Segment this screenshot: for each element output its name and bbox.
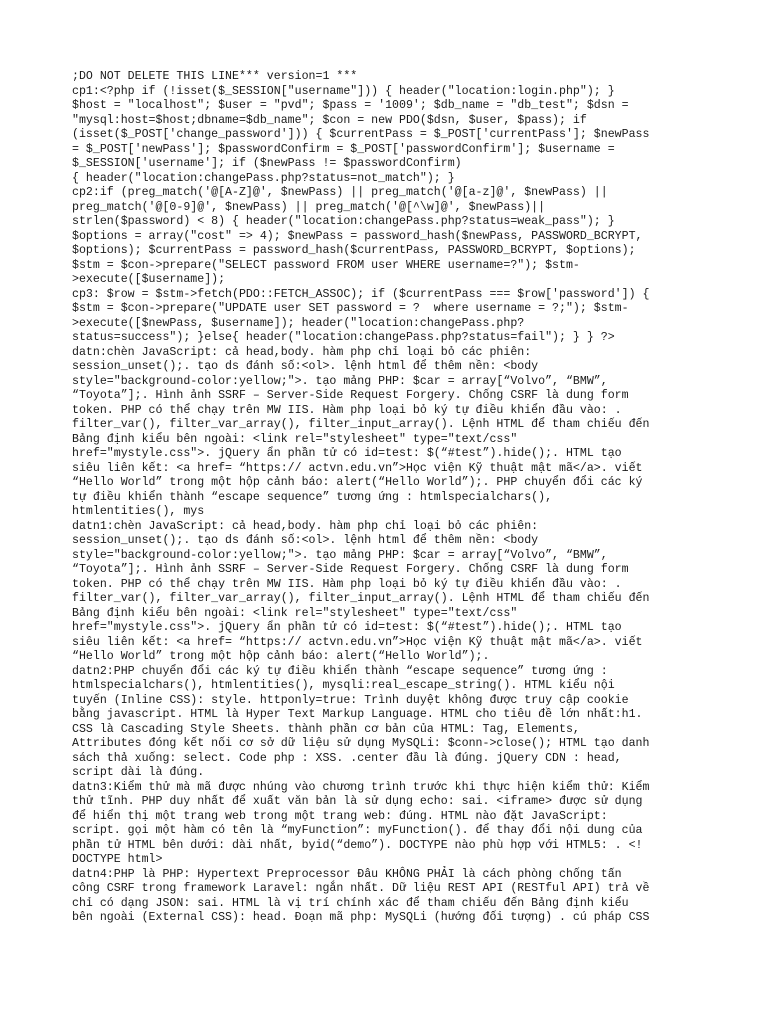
text-line: siêu liên kết: <a href= “https:// actvn.edu.vn”>Học viện Kỹ thuật mật mã</a>. viết (72, 635, 643, 649)
text-line: để hiển thị một trang web trong một trang web: đúng. HTML nào đặt JavaScript: (72, 809, 608, 823)
text-line: Bảng định kiểu bên ngoài: <link rel="stylesheet" type="text/css" (72, 432, 518, 446)
text-line: preg_match('@[0-9]@', $newPass) || preg_match('@[^\w]@', $newPass)|| (72, 200, 546, 214)
text-line: công CSRF trong framework Laravel: ngắn nhất. Dữ liệu REST API (RESTful API) trả về (72, 882, 650, 895)
text-line: style="background-color:yellow;">. tạo mảng PHP: $car = array[“Volvo”, “BMW”, (72, 548, 608, 562)
text-line: cp2:if (preg_match('@[A-Z]@', $newPass) || preg_match('@[a-z]@', $newPass) || (72, 186, 608, 199)
text-line: thử tĩnh. PHP duy nhất để xuất văn bản là sử dụng echo: sai. <iframe> được sử dụng (72, 795, 643, 808)
text-line: >execute([$newPass, $username]); header("location:changePass.php? (72, 316, 525, 330)
text-line: href="mystyle.css">. jQuery ẩn phần tử có id=test: $(“#test”).hide();. HTML tạo (72, 447, 622, 460)
text-line: “Hello World” trong một hộp cảnh báo: alert(“Hello World”);. (72, 650, 490, 663)
text-line: Attributes đóng kết nối cơ sở dữ liệu sử dụng MySQLi: $conn->close(); HTML tạo danh (72, 737, 650, 750)
text-line: ;DO NOT DELETE THIS LINE*** version=1 *** (72, 70, 358, 83)
text-line: cp1:<?php if (!isset($_SESSION["username"])) { header("location:login.php"); } (72, 84, 615, 98)
text-line: session_unset();. tạo ds đánh số:<ol>. lệnh html để thêm nền: <body (72, 360, 539, 373)
text-line: filter_var(), filter_var_array(), filter_input_array(). Lệnh HTML để tham chiếu đến (72, 418, 650, 431)
text-line: “Toyota”];. Hình ảnh SSRF – Server-Side Request Forgery. Chống CSRF là dung form (72, 563, 629, 576)
text-line: DOCTYPE html> (72, 853, 163, 866)
text-line: { header("location:changePass.php?status=not_match"); } (72, 171, 455, 185)
text-line: status=success"); }else{ header("location:changePass.php?status=fail"); } } ?> (72, 331, 615, 344)
text-line: $stm = $con->prepare("UPDATE user SET password = ? where username = ?;"); $stm- (72, 302, 629, 315)
text-line: sách thả xuống: select. Code php : XSS. .center đầu là đúng. jQuery CDN : head, (72, 751, 622, 765)
text-line: bên ngoài (External CSS): head. Đoạn mã php: MySQLi (hướng đối tượng) . cú pháp CSS (72, 911, 650, 924)
text-line: datn3:Kiểm thử mà mã được nhúng vào chương trình trước khi thực hiện kiểm thử: Kiểm (72, 780, 650, 794)
text-line: bằng javascript. HTML là Hyper Text Markup Language. HTML cho tiêu đề lớn nhất:h1. (72, 708, 643, 721)
text-line: CSS là Cascading Style Sheets. thành phần cơ bản của HTML: Tag, Elements, (72, 722, 580, 736)
text-line: tuyến (Inline CSS): style. httponly=true: Trình duyệt không được truy cập cookie (72, 693, 629, 707)
text-line: cp3: $row = $stm->fetch(PDO::FETCH_ASSOC); if ($currentPass === $row['password']) { (72, 287, 650, 301)
text-line: $stm = $con->prepare("SELECT password FROM user WHERE username=?"); $stm- (72, 258, 580, 272)
text-line: chỉ có dạng JSON: sai. HTML là vị trí chính xác để tham chiếu đến Bảng định kiểu (72, 896, 629, 910)
text-line: phần tử HTML bên dưới: dài nhất, byid(“demo”). DOCTYPE nào phù hợp với HTML5: . <! (72, 838, 643, 852)
text-line: filter_var(), filter_var_array(), filter_input_array(). Lệnh HTML để tham chiếu đến (72, 592, 650, 605)
text-line: datn1:chèn JavaScript: cả head,body. hàm php chỉ loại bỏ các phiên: (72, 519, 539, 533)
text-line: "mysql:host=$host;dbname=$db_name"; $con = new PDO($dsn, $user, $pass); if (72, 113, 587, 127)
text-line: datn:chèn JavaScript: cả head,body. hàm php chỉ loại bỏ các phiên: (72, 345, 532, 359)
text-line: tự điều khiển thành “escape sequence” tương ứng : htmlspecialchars(), (72, 490, 553, 504)
text-line: siêu liên kết: <a href= “https:// actvn.edu.vn”>Học viện Kỹ thuật mật mã</a>. viết (72, 461, 643, 475)
text-line: “Hello World” trong một hộp cảnh báo: alert(“Hello World”);. PHP chuyển đổi các ký (72, 476, 643, 489)
text-line: script. gọi một hàm có tên là “myFunction”: myFunction(). để thay đổi nội dung của (72, 824, 643, 837)
text-line: $options = array("cost" => 4); $newPass = password_hash($newPass, PASSWORD_BCRYPT, (72, 229, 643, 243)
text-line: “Toyota”];. Hình ảnh SSRF – Server-Side Request Forgery. Chống CSRF là dung form (72, 389, 629, 402)
text-line: script dài là đúng. (72, 766, 205, 779)
text-line: datn2:PHP chuyển đổi các ký tự điều khiển thành “escape sequence” tương ứng : (72, 664, 608, 678)
text-line: $options); $currentPass = password_hash($currentPass, PASSWORD_BCRYPT, $options); (72, 244, 636, 257)
text-line: $host = "localhost"; $user = "pvd"; $pass = '1009'; $db_name = "db_test"; $dsn = (72, 99, 629, 112)
text-line: strlen($password) < 8) { header("location:changePass.php?status=weak_pass"); } (72, 215, 615, 228)
text-line: >execute([$username]); (72, 273, 226, 286)
text-line: style="background-color:yellow;">. tạo mảng PHP: $car = array[“Volvo”, “BMW”, (72, 374, 608, 388)
text-line: htmlentities(), mys (72, 505, 205, 518)
text-line: token. PHP có thể chạy trên MW IIS. Hàm php loại bỏ ký tự điều khiển đầu vào: . (72, 577, 622, 591)
text-line: = $_POST['newPass']; $passwordConfirm = $_POST['passwordConfirm']; $username = (72, 142, 615, 156)
document-page (72, 70, 698, 926)
text-line: session_unset();. tạo ds đánh số:<ol>. lệnh html để thêm nền: <body (72, 534, 539, 547)
text-line: token. PHP có thể chạy trên MW IIS. Hàm php loại bỏ ký tự điều khiển đầu vào: . (72, 403, 622, 417)
text-line: href="mystyle.css">. jQuery ẩn phần tử có id=test: $(“#test”).hide();. HTML tạo (72, 621, 622, 634)
text-line: (isset($_POST['change_password'])) { $currentPass = $_POST['currentPass']; $newPass (72, 128, 650, 141)
text-line: datn4:PHP là PHP: Hypertext Preprocessor Đâu KHÔNG PHẢI là cách phòng chống tấn (72, 867, 622, 881)
text-line: $_SESSION['username']; if ($newPass != $passwordConfirm) (72, 157, 462, 170)
text-line: Bảng định kiểu bên ngoài: <link rel="stylesheet" type="text/css" (72, 606, 518, 620)
text-line: htmlspecialchars(), htmlentities(), mysqli:real_escape_string(). HTML kiểu nội (72, 679, 615, 692)
